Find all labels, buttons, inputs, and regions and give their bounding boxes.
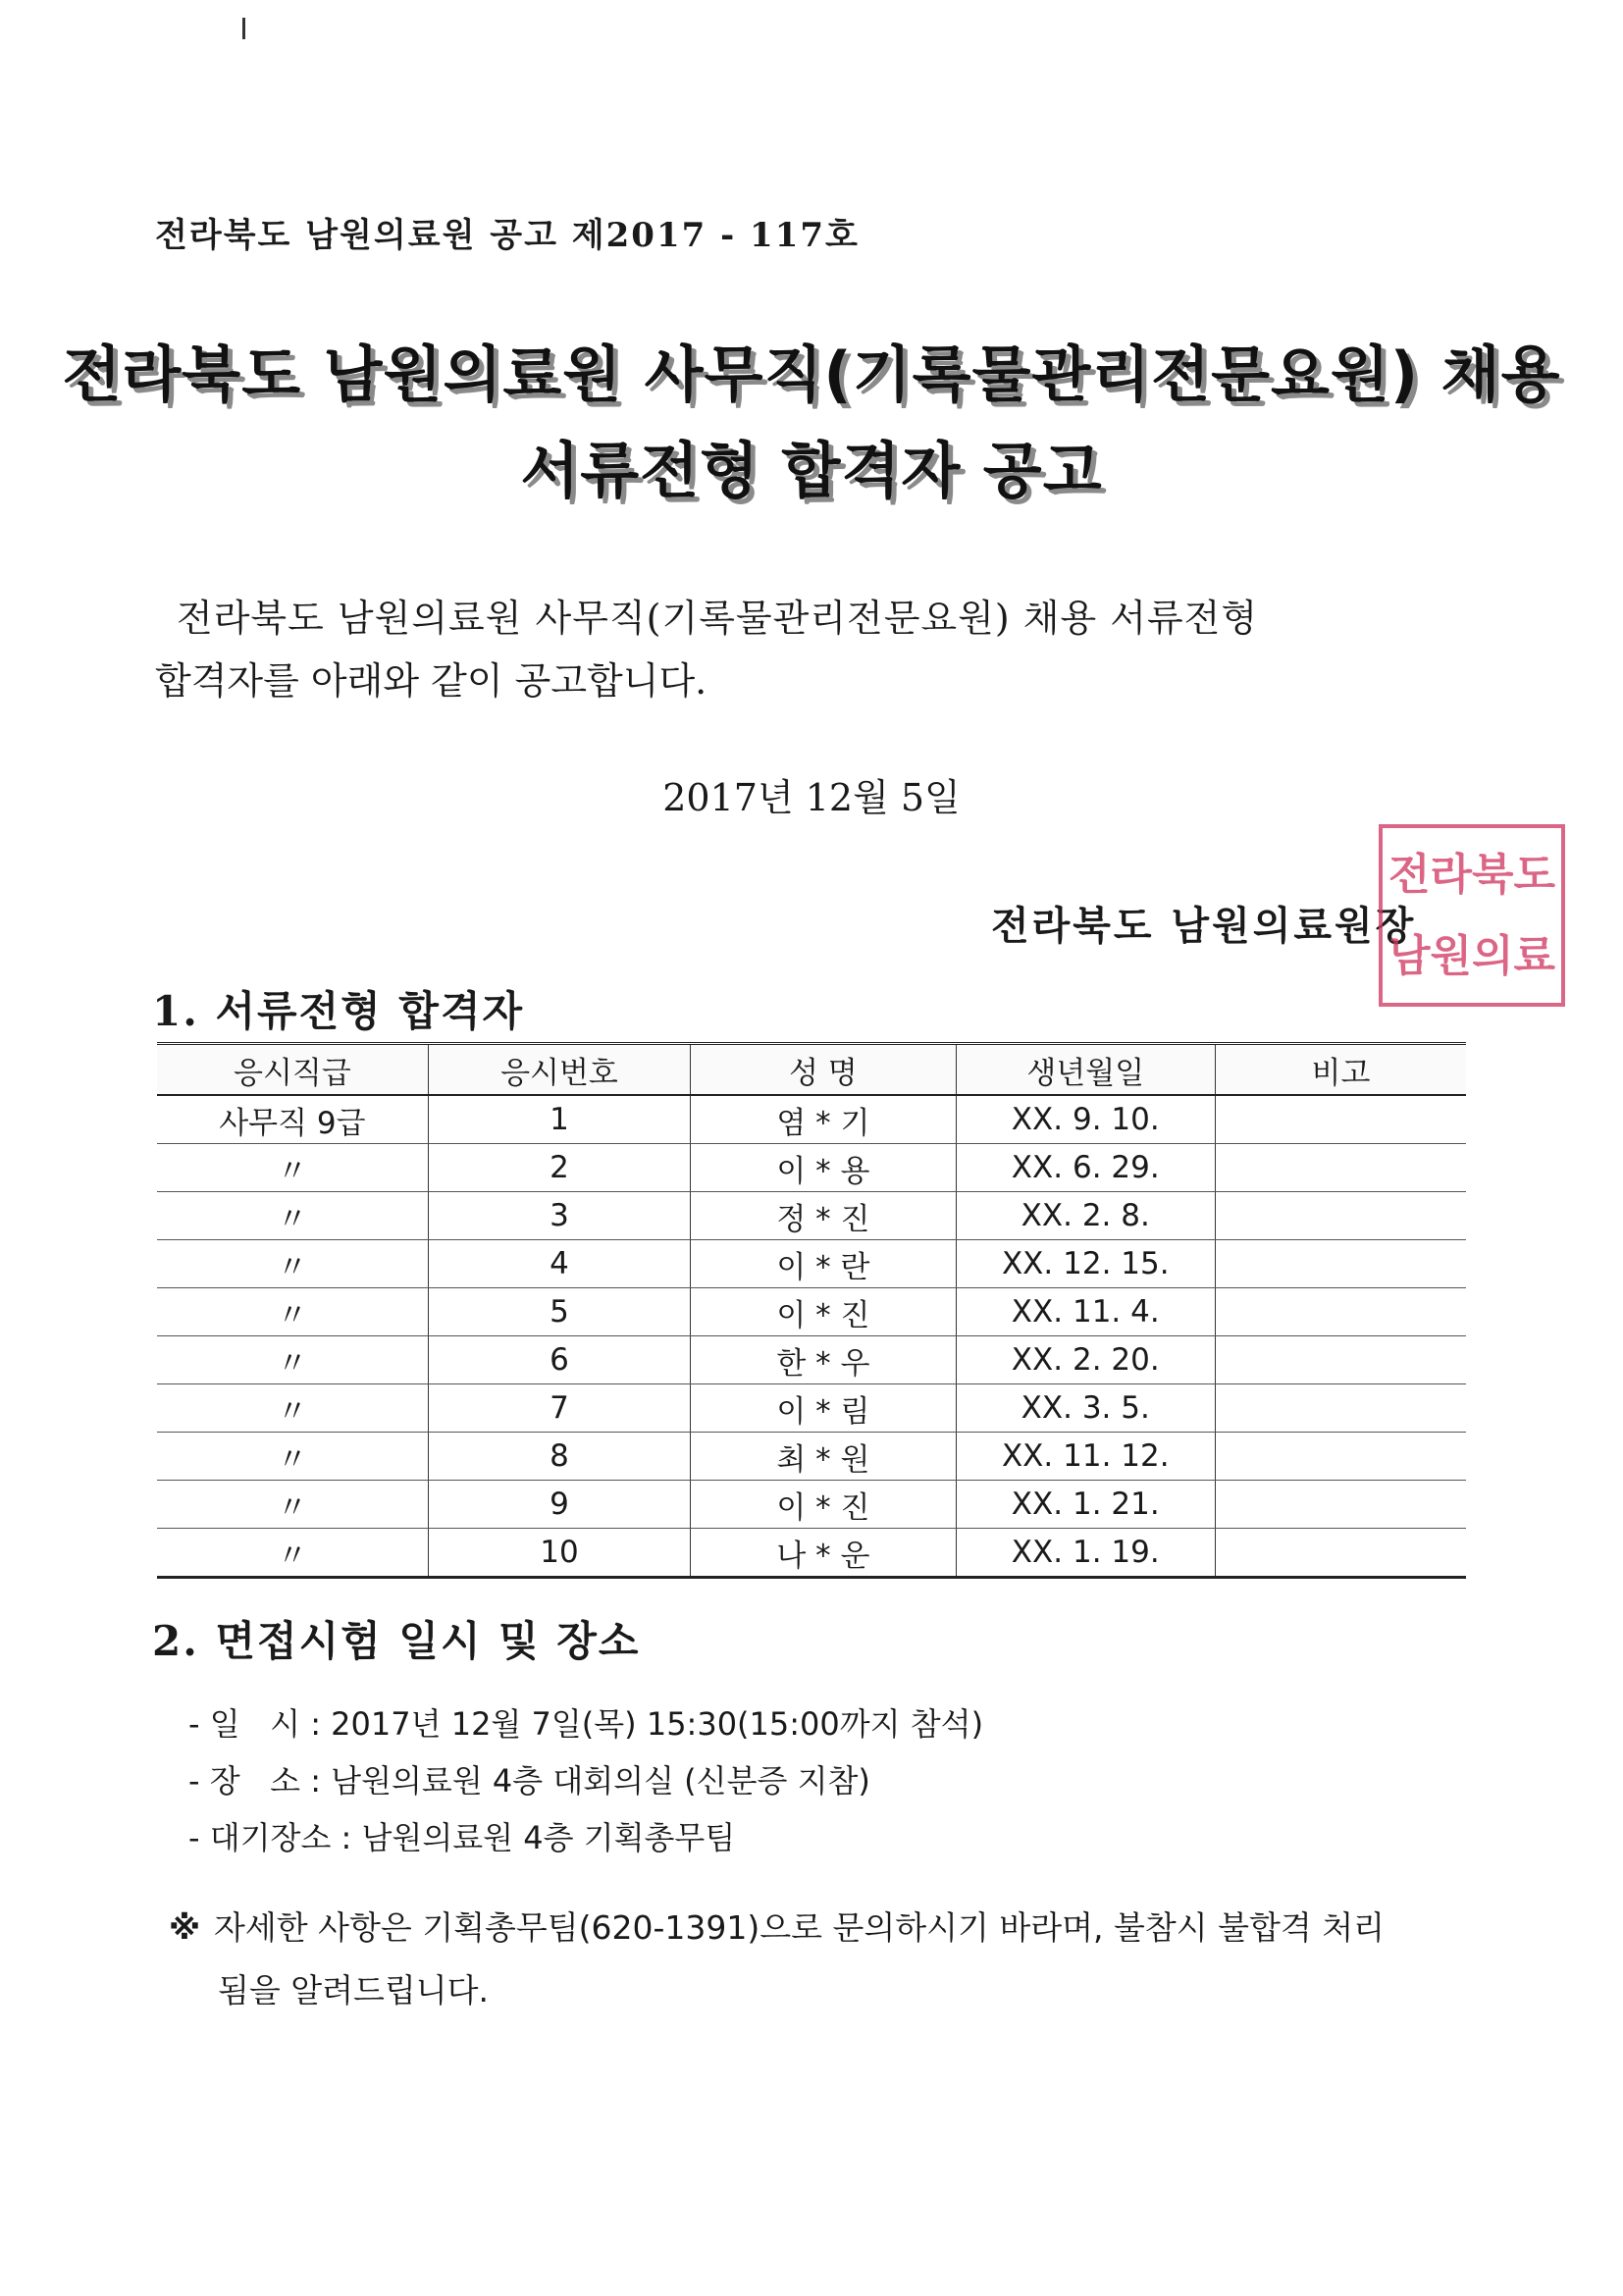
cell-birthdate: XX. 6. 29.: [956, 1144, 1215, 1192]
table-row: [157, 1433, 1466, 1481]
cell-position: 〃: [157, 1384, 428, 1433]
seal-glyph: 도: [1513, 849, 1556, 900]
cell-remarks: [1215, 1384, 1466, 1433]
cell-position: 〃: [157, 1144, 428, 1192]
title-line-2: 서류전형 합격자 공고: [520, 435, 1103, 506]
cell-remarks: [1215, 1529, 1466, 1578]
cell-position: 〃: [157, 1529, 428, 1578]
table-row: [157, 1481, 1466, 1529]
interview-details: [188, 1696, 983, 1866]
column-header-position: 응시직급: [157, 1044, 428, 1096]
cell-number: 7: [428, 1384, 690, 1433]
remark-note: [169, 1897, 1484, 2022]
cell-name: 염 * 기: [691, 1095, 956, 1144]
cell-name: 이 * 림: [691, 1384, 956, 1433]
cell-name: 나 * 운: [691, 1529, 956, 1578]
column-header-number: 응시번호: [428, 1044, 690, 1096]
cell-remarks: [1215, 1433, 1466, 1481]
seal-glyph: 전: [1388, 849, 1431, 900]
cell-position: 사무직 9급: [157, 1095, 428, 1144]
cell-number: 8: [428, 1433, 690, 1481]
table-row: [157, 1336, 1466, 1384]
seal-glyph: 라: [1430, 849, 1473, 900]
cell-birthdate: XX. 3. 5.: [956, 1384, 1215, 1433]
cell-birthdate: XX. 11. 4.: [956, 1288, 1215, 1336]
table-row: [157, 1095, 1466, 1144]
cell-birthdate: XX. 9. 10.: [956, 1095, 1215, 1144]
table-row: [157, 1529, 1466, 1578]
cell-number: 6: [428, 1336, 690, 1384]
cell-name: 이 * 진: [691, 1481, 956, 1529]
cell-name: 최 * 원: [691, 1433, 956, 1481]
cell-remarks: [1215, 1192, 1466, 1240]
cell-number: 2: [428, 1144, 690, 1192]
interview-location: - 장 소 : 남원의료원 4층 대회의실 (신분증 지참): [188, 1762, 870, 1800]
passers-table: [157, 1042, 1466, 1579]
cell-remarks: [1215, 1336, 1466, 1384]
reference-mark: ※: [169, 1908, 201, 1947]
cell-number: 5: [428, 1288, 690, 1336]
cell-position: 〃: [157, 1240, 428, 1288]
cell-birthdate: XX. 11. 12.: [956, 1433, 1215, 1481]
section-2-heading: 2. 면접시험 일시 및 장소: [152, 1617, 641, 1665]
column-header-name: 성 명: [691, 1044, 956, 1096]
waiting-location: - 대기장소 : 남원의료원 4층 기획총무팀: [188, 1819, 736, 1856]
issuer-name: 전라북도 남원의료원장: [991, 903, 1417, 949]
cell-position: 〃: [157, 1192, 428, 1240]
cell-remarks: [1215, 1144, 1466, 1192]
notice-date: 2017년 12월 5일: [662, 776, 961, 819]
seal-glyph: 원: [1430, 930, 1473, 981]
cell-name: 이 * 란: [691, 1240, 956, 1288]
scan-mark: [242, 18, 245, 39]
column-header-remarks: 비고: [1215, 1044, 1466, 1096]
remark-line-1: 자세한 사항은 기획총무팀(620-1391)으로 문의하시기 바라며, 불참시 불합격 처리: [214, 1908, 1386, 1947]
remark-line-2: 됨을 알려드립니다.: [218, 1971, 490, 2009]
seal-glyph: 남: [1388, 930, 1431, 981]
official-seal-stamp: [1379, 824, 1565, 1007]
cell-number: 9: [428, 1481, 690, 1529]
cell-position: 〃: [157, 1288, 428, 1336]
column-header-birthdate: 생년월일: [956, 1044, 1215, 1096]
cell-birthdate: XX. 1. 21.: [956, 1481, 1215, 1529]
cell-name: 이 * 진: [691, 1288, 956, 1336]
cell-birthdate: XX. 12. 15.: [956, 1240, 1215, 1288]
table-row: [157, 1384, 1466, 1433]
interview-datetime: - 일 시 : 2017년 12월 7일(목) 15:30(15:00까지 참석): [188, 1705, 984, 1743]
seal-glyph: 료: [1513, 930, 1556, 981]
cell-position: 〃: [157, 1481, 428, 1529]
title-line-1: 전라북도 남원의료원 사무직(기록물관리전문요원) 채용: [62, 339, 1561, 410]
seal-glyph: 북: [1472, 849, 1514, 900]
cell-number: 3: [428, 1192, 690, 1240]
cell-number: 10: [428, 1529, 690, 1578]
table-row: [157, 1192, 1466, 1240]
table-header-row: [157, 1044, 1466, 1096]
table-row: [157, 1240, 1466, 1288]
cell-birthdate: XX. 1. 19.: [956, 1529, 1215, 1578]
cell-name: 이 * 용: [691, 1144, 956, 1192]
table-row: [157, 1144, 1466, 1192]
cell-birthdate: XX. 2. 8.: [956, 1192, 1215, 1240]
cell-position: 〃: [157, 1336, 428, 1384]
cell-position: 〃: [157, 1433, 428, 1481]
seal-glyph: 의: [1472, 930, 1514, 981]
cell-birthdate: XX. 2. 20.: [956, 1336, 1215, 1384]
table-row: [157, 1288, 1466, 1336]
notice-number: 전라북도 남원의료원 공고 제2017 - 117호: [155, 216, 860, 255]
cell-remarks: [1215, 1240, 1466, 1288]
body-paragraph: [155, 587, 1470, 712]
body-paragraph-line-1: 전라북도 남원의료원 사무직(기록물관리전문요원) 채용 서류전형: [177, 597, 1259, 640]
cell-number: 4: [428, 1240, 690, 1288]
cell-number: 1: [428, 1095, 690, 1144]
cell-remarks: [1215, 1288, 1466, 1336]
cell-remarks: [1215, 1095, 1466, 1144]
cell-name: 한 * 우: [691, 1336, 956, 1384]
cell-name: 정 * 진: [691, 1192, 956, 1240]
body-paragraph-line-2: 합격자를 아래와 같이 공고합니다.: [155, 659, 707, 703]
cell-remarks: [1215, 1481, 1466, 1529]
section-1-heading: 1. 서류전형 합격자: [152, 987, 525, 1035]
